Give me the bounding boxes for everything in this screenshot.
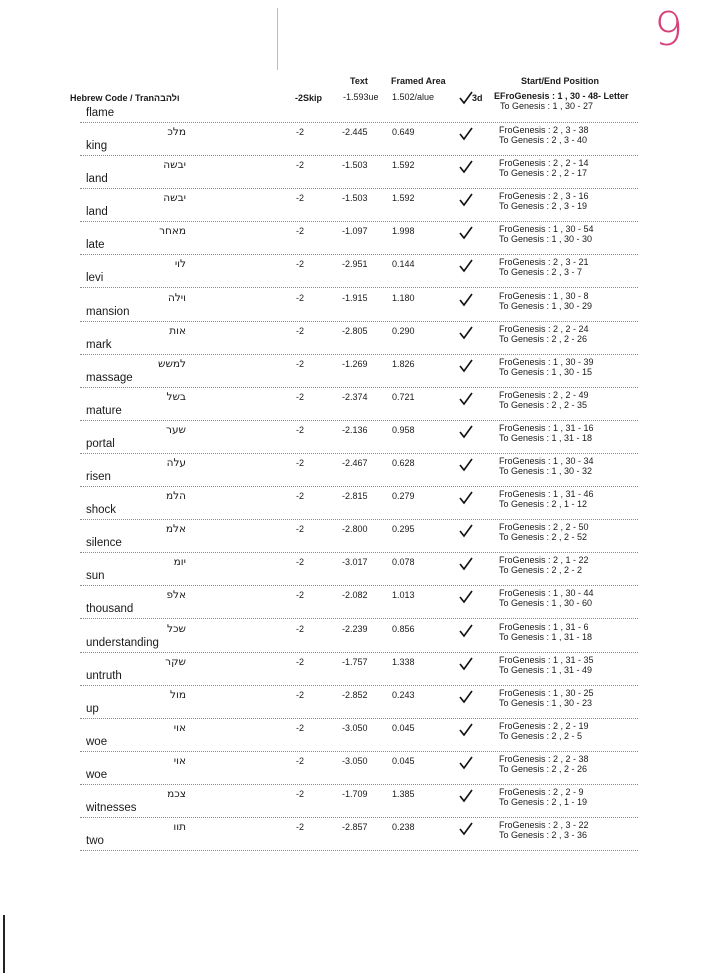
english-word: risen — [86, 471, 111, 483]
hebrew-word: וילה — [167, 291, 186, 304]
english-word: thousand — [86, 603, 134, 616]
checkmark-icon — [459, 524, 473, 538]
skip-value: -2 — [296, 590, 305, 601]
hebrew-word: שכל — [167, 622, 186, 635]
table-row — [80, 553, 638, 586]
framed-area-value: 0.628 — [392, 458, 415, 468]
skip-value: -2 — [296, 524, 305, 535]
english-word: massage — [86, 371, 133, 384]
text-value: -3.017 — [342, 557, 368, 568]
hebrew-word: מאחר — [159, 225, 186, 238]
checkmark-icon — [459, 259, 473, 273]
text-value: -1.709 — [342, 789, 368, 799]
table-row — [80, 752, 638, 785]
table-row — [80, 322, 638, 355]
start-position: FroGenesis : 2 , 2 - 49 — [499, 389, 589, 400]
hebrew-word: אלמ — [165, 523, 186, 536]
framed-area-value: 0.243 — [392, 689, 415, 700]
col-header-text: Text — [350, 76, 368, 86]
hebrew-word: יבשה — [163, 192, 186, 205]
english-word: up — [86, 702, 99, 715]
skip-value: -2 — [296, 458, 305, 468]
end-position: To Genesis : 2 , 2 - 26 — [499, 333, 588, 344]
framed-area-value: 1.592 — [392, 193, 415, 204]
checkmark-icon — [459, 458, 473, 472]
hebrew-word: שקר — [165, 655, 186, 668]
hebrew-word: לוי — [174, 258, 186, 271]
table-row — [80, 355, 638, 388]
text-value: -2.951 — [342, 259, 368, 270]
hebrew-word: יבשה — [163, 159, 186, 172]
hebrew-word: אוי — [173, 754, 186, 767]
start-position: FroGenesis : 1 , 30 - 8 — [499, 290, 589, 301]
hebrew-word: למשש — [158, 357, 186, 370]
start-position: FroGenesis : 2 , 2 - 50 — [499, 522, 589, 533]
text-value: -3.050 — [342, 722, 368, 733]
skip-value: -2 — [296, 722, 305, 733]
text-value: -1.503 — [342, 193, 368, 204]
text-value: -2.082 — [342, 590, 368, 601]
skip-value: -2 — [296, 226, 305, 237]
table-row — [80, 653, 638, 686]
framed-area-value: 1.180 — [392, 292, 415, 303]
framed-area-value: 1.013 — [392, 590, 415, 601]
scan-mark-top — [277, 8, 278, 70]
end-position: To Genesis : 1 , 30 - 30 — [499, 234, 593, 245]
english-word: land — [86, 206, 108, 219]
table-row — [80, 785, 638, 818]
checkmark-icon — [459, 624, 473, 638]
start-position: FroGenesis : 2 , 3 - 22 — [499, 820, 589, 831]
hebrew-word: מלכ — [167, 126, 186, 138]
hebrew-word: מול — [170, 688, 186, 701]
hebrew-word: שער — [166, 423, 186, 436]
start-position: FroGenesis : 2 , 2 - 38 — [499, 753, 589, 764]
header-framed-value: 1.502/alue — [392, 92, 435, 102]
checkmark-icon — [459, 822, 473, 836]
framed-area-value: 1.385 — [392, 789, 415, 799]
end-position: To Genesis : 2 , 2 - 35 — [499, 399, 588, 410]
end-position: To Genesis : 1 , 30 - 60 — [499, 598, 593, 609]
end-position: To Genesis : 1 , 31 - 49 — [499, 664, 593, 675]
hebrew-word: תוו — [173, 821, 186, 834]
framed-area-value: 0.144 — [392, 259, 415, 270]
checkmark-icon — [459, 193, 473, 207]
hebrew-word: הלמ — [166, 490, 186, 503]
english-word: mature — [86, 404, 122, 417]
skip-value: -2 — [296, 789, 305, 799]
english-word: king — [86, 140, 108, 152]
framed-area-value: 1.338 — [392, 656, 415, 667]
checkmark-icon — [459, 723, 473, 737]
col-header-skip: -2Skip — [295, 93, 323, 103]
end-position: To Genesis : 2 , 3 - 36 — [499, 830, 588, 841]
checkmark-icon — [459, 293, 473, 307]
end-position: To Genesis : 2 , 1 - 19 — [499, 797, 588, 807]
english-word: land — [86, 173, 108, 186]
text-value: -2.374 — [342, 391, 368, 402]
checkmark-icon — [459, 226, 473, 240]
skip-value: -2 — [296, 755, 305, 766]
skip-value: -2 — [296, 160, 305, 171]
scan-mark-left — [3, 915, 5, 973]
start-position: FroGenesis : 2 , 3 - 38 — [499, 125, 589, 135]
header-end-position: To Genesis : 1 , 30 - 27 — [500, 101, 594, 111]
table-row — [80, 421, 638, 454]
hebrew-word: אוי — [173, 721, 186, 734]
start-position: FroGenesis : 1 , 30 - 39 — [499, 356, 594, 367]
col-header-start-end: Start/End Position — [521, 76, 600, 86]
english-word: sun — [86, 570, 105, 583]
row-divider — [80, 850, 638, 851]
table-row — [80, 289, 638, 322]
framed-area-value: 0.290 — [392, 325, 415, 336]
end-position: To Genesis : 1 , 31 - 18 — [499, 631, 593, 642]
table-row — [80, 620, 638, 653]
checkmark-icon — [459, 326, 473, 340]
table-row — [80, 388, 638, 421]
english-word: witnesses — [86, 802, 137, 814]
framed-area-value: 0.045 — [392, 755, 415, 766]
start-position: FroGenesis : 2 , 2 - 9 — [499, 787, 584, 797]
hebrew-word: צכמ — [167, 788, 186, 800]
framed-area-value: 0.238 — [392, 822, 415, 833]
hebrew-word: בשל — [166, 390, 186, 403]
checkmark-icon — [459, 590, 473, 604]
start-position: FroGenesis : 1 , 30 - 54 — [499, 224, 594, 235]
start-position: FroGenesis : 2 , 3 - 21 — [499, 257, 589, 268]
english-word: portal — [86, 437, 115, 450]
text-value: -2.815 — [342, 491, 368, 502]
skip-value: -2 — [296, 491, 305, 502]
header-start-position: EFroGenesis : 1 , 30 - 48- Letter — [494, 91, 629, 101]
framed-area-value: 0.649 — [392, 127, 415, 137]
end-position: To Genesis : 2 , 2 - 26 — [499, 763, 588, 774]
text-value: -1.757 — [342, 656, 368, 667]
end-position: To Genesis : 2 , 1 - 12 — [499, 499, 588, 510]
checkmark-icon — [459, 160, 473, 174]
skip-value: -2 — [296, 127, 305, 137]
framed-area-value: 0.856 — [392, 623, 415, 634]
checkmark-icon — [459, 789, 473, 803]
end-position: To Genesis : 2 , 2 - 2 — [499, 565, 583, 576]
framed-area-value: 1.592 — [392, 160, 415, 171]
english-word: two — [86, 835, 104, 848]
english-word: woe — [86, 735, 108, 748]
end-position: To Genesis : 2 , 3 - 40 — [499, 135, 588, 145]
framed-area-value: 0.721 — [392, 391, 415, 402]
table-row — [80, 520, 638, 553]
hebrew-word: אלפ — [166, 589, 186, 602]
framed-area-value: 1.826 — [392, 358, 415, 369]
checkmark-icon — [459, 392, 473, 406]
start-position: FroGenesis : 1 , 30 - 25 — [499, 687, 594, 698]
text-value: -2.239 — [342, 623, 368, 634]
first-word: flame — [86, 107, 115, 119]
table-row — [80, 719, 638, 752]
english-word: shock — [86, 504, 117, 517]
table-row — [80, 156, 638, 189]
table-row — [80, 487, 638, 520]
framed-area-value: 0.958 — [392, 424, 415, 435]
framed-area-value: 0.279 — [392, 491, 415, 502]
english-word: mark — [86, 338, 112, 351]
start-position: FroGenesis : 1 , 30 - 44 — [499, 588, 594, 599]
text-value: -2.857 — [342, 822, 368, 833]
framed-area-value: 0.078 — [392, 557, 415, 568]
text-value: -1.503 — [342, 160, 368, 171]
end-position: To Genesis : 2 , 2 - 17 — [499, 168, 588, 179]
start-position: FroGenesis : 2 , 3 - 16 — [499, 191, 589, 202]
text-value: -3.050 — [342, 755, 368, 766]
checkmark-icon — [459, 557, 473, 571]
header-text-value: -1.593ue — [343, 92, 379, 102]
text-value: -2.467 — [342, 458, 368, 468]
framed-area-value: 0.295 — [392, 524, 415, 535]
text-value: -1.915 — [342, 292, 368, 303]
start-position: FroGenesis : 2 , 2 - 19 — [499, 720, 589, 731]
framed-area-value: 0.045 — [392, 722, 415, 733]
checkmark-icon — [459, 359, 473, 373]
text-value: -1.269 — [342, 358, 368, 369]
checkmark-icon — [459, 491, 473, 505]
english-word: levi — [86, 272, 104, 285]
text-value: -2.852 — [342, 689, 368, 700]
end-position: To Genesis : 2 , 2 - 52 — [499, 532, 588, 543]
start-position: FroGenesis : 1 , 31 - 16 — [499, 422, 594, 433]
col-header-framed-area: Framed Area — [391, 76, 446, 86]
skip-value: -2 — [296, 325, 305, 336]
text-value: -2.800 — [342, 524, 368, 535]
text-value: -2.136 — [342, 424, 368, 435]
english-word: untruth — [86, 669, 122, 682]
checkmark-icon — [459, 756, 473, 770]
skip-value: -2 — [296, 391, 305, 402]
hebrew-word: אות — [169, 324, 186, 337]
text-value: -2.805 — [342, 325, 368, 336]
table-row — [80, 454, 638, 487]
start-position: FroGenesis : 2 , 2 - 14 — [499, 158, 589, 169]
checkmark-icon — [459, 127, 473, 141]
text-value: -1.097 — [342, 226, 368, 237]
english-word: mansion — [86, 305, 130, 318]
end-position: To Genesis : 1 , 31 - 18 — [499, 432, 593, 443]
hebrew-word: יומ — [173, 556, 186, 569]
end-position: To Genesis : 1 , 30 - 29 — [499, 300, 593, 311]
start-position: FroGenesis : 2 , 2 - 24 — [499, 323, 589, 334]
table-row — [80, 123, 638, 156]
start-position: FroGenesis : 1 , 30 - 34 — [499, 456, 594, 466]
checkmark-icon — [459, 425, 473, 439]
skip-value: -2 — [296, 656, 305, 667]
skip-value: -2 — [296, 259, 305, 270]
checkmark-icon — [459, 690, 473, 704]
skip-value: -2 — [296, 424, 305, 435]
skip-value: -2 — [296, 292, 305, 303]
hebrew-word: עלה — [166, 457, 186, 469]
skip-value: -2 — [296, 822, 305, 833]
table-row — [80, 686, 638, 719]
table-row — [80, 255, 638, 288]
end-position: To Genesis : 1 , 30 - 15 — [499, 366, 593, 377]
table-row — [80, 586, 638, 619]
end-position: To Genesis : 1 , 30 - 23 — [499, 697, 593, 708]
text-value: -2.445 — [342, 127, 368, 137]
start-position: FroGenesis : 1 , 31 - 46 — [499, 489, 594, 500]
checkmark-icon — [459, 91, 473, 105]
framed-area-value: 1.998 — [392, 226, 415, 237]
checkmark-icon — [459, 657, 473, 671]
english-word: understanding — [86, 636, 159, 649]
end-position: To Genesis : 2 , 3 - 7 — [499, 267, 583, 278]
skip-value: -2 — [296, 193, 305, 204]
table-row — [80, 222, 638, 255]
header-checkbox-label: 3d — [472, 93, 483, 103]
skip-value: -2 — [296, 689, 305, 700]
col-header-hebrew-code: Hebrew Code / Tranולהבה — [70, 93, 180, 103]
table-row — [80, 818, 638, 851]
page-number: 9 — [654, 2, 684, 56]
english-word: late — [86, 239, 105, 252]
skip-value: -2 — [296, 358, 305, 369]
end-position: To Genesis : 1 , 30 - 32 — [499, 466, 593, 476]
english-word: silence — [86, 537, 122, 550]
end-position: To Genesis : 2 , 3 - 19 — [499, 201, 588, 212]
start-position: FroGenesis : 1 , 31 - 6 — [499, 621, 589, 632]
skip-value: -2 — [296, 557, 305, 568]
start-position: FroGenesis : 1 , 31 - 35 — [499, 654, 594, 665]
skip-value: -2 — [296, 623, 305, 634]
table-row — [80, 189, 638, 222]
start-position: FroGenesis : 2 , 1 - 22 — [499, 555, 589, 566]
end-position: To Genesis : 2 , 2 - 5 — [499, 730, 583, 741]
english-word: woe — [86, 768, 108, 781]
